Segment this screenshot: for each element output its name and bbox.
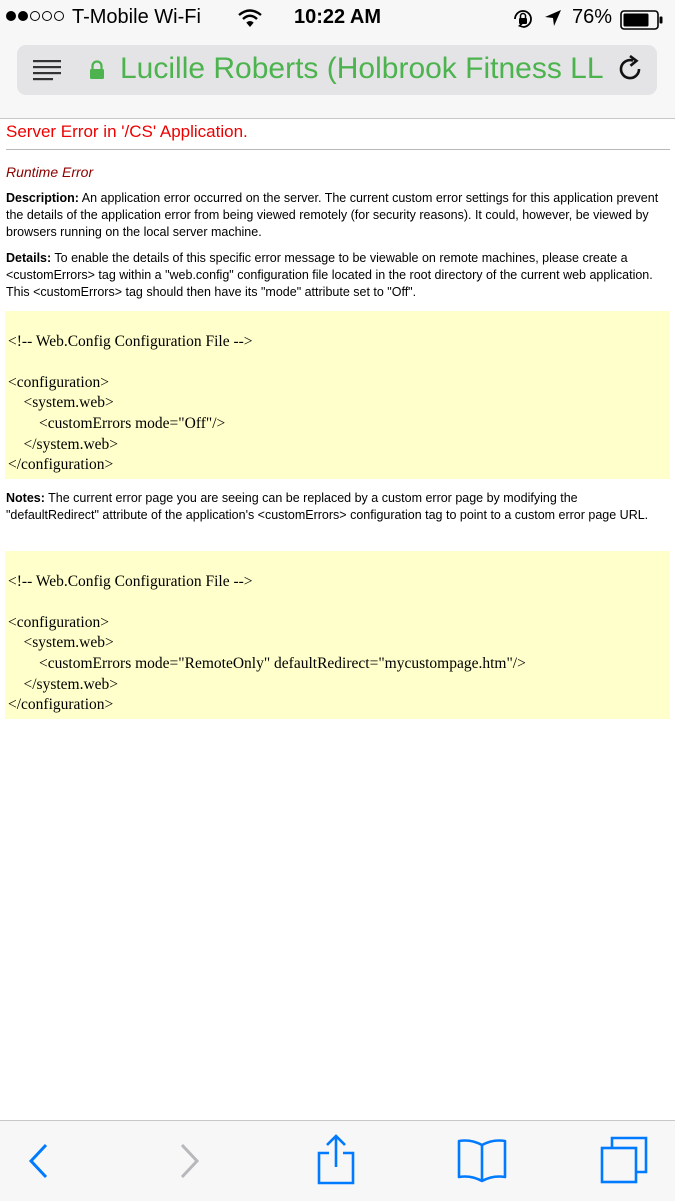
browser-chrome xyxy=(0,38,675,119)
error-title: Server Error in '/CS' Application. xyxy=(6,122,248,141)
code-line xyxy=(8,311,670,332)
description-label: Description: xyxy=(6,191,79,205)
code-line: <system.web> xyxy=(8,394,114,412)
notes-label: Notes: xyxy=(6,491,45,505)
details-paragraph xyxy=(6,250,666,301)
description-text: An application error occurred on the server. The current custom error settings for this application prevent the details of the application error from being viewed remotely (for security reasons). It could, however, be viewed by browsers running on the local server machine. xyxy=(6,191,659,239)
code-line: <configuration> xyxy=(8,373,109,391)
battery-percent: 76% xyxy=(572,6,613,28)
code-line: </configuration> xyxy=(8,456,114,474)
code-line: </system.web> xyxy=(8,435,119,453)
reload-icon[interactable] xyxy=(617,55,645,85)
clock: 10:22 AM xyxy=(293,6,382,28)
code-line: </configuration> xyxy=(8,696,114,714)
notes-paragraph xyxy=(6,490,666,524)
back-icon[interactable] xyxy=(22,1141,56,1181)
rotation-lock-icon xyxy=(512,8,534,30)
code-block-web-config-off xyxy=(5,311,670,479)
code-line: <!-- Web.Config Configuration File --> xyxy=(8,572,253,590)
code-line: <!-- Web.Config Configuration File --> xyxy=(8,332,253,350)
error-subtitle: Runtime Error xyxy=(6,164,94,180)
code-line: <configuration> xyxy=(8,613,109,631)
description-paragraph xyxy=(6,190,666,241)
details-text: To enable the details of this specific error message to be viewable on remote machines, please create a <customErrors> tag within a "web.config" configuration file located in the root directory of the current web application. This <customErrors> tag should then have its "mode" attribute set to "Off". xyxy=(6,251,653,299)
forward-icon[interactable] xyxy=(172,1141,206,1181)
divider xyxy=(6,149,670,150)
tabs-icon[interactable] xyxy=(598,1135,650,1187)
bottom-toolbar xyxy=(0,1120,675,1201)
location-arrow-icon xyxy=(543,8,563,28)
share-icon[interactable] xyxy=(316,1133,356,1185)
code-line: <customErrors mode="Off"/> xyxy=(8,414,226,432)
code-line xyxy=(8,551,670,572)
bookmarks-icon[interactable] xyxy=(456,1137,508,1183)
reader-icon[interactable] xyxy=(33,59,63,81)
url-text[interactable]: Lucille Roberts (Holbrook Fitness LL xyxy=(120,52,604,85)
code-line xyxy=(8,592,670,613)
lock-icon xyxy=(89,60,105,80)
code-line xyxy=(8,352,670,373)
code-line: <customErrors mode="RemoteOnly" defaultRedirect="mycustompage.htm"/> xyxy=(8,654,526,672)
notes-text: The current error page you are seeing can be replaced by a custom error page by modifying the "defaultRedirect" attribute of the application's <customErrors> configuration tag to point to a custom error page URL. xyxy=(6,491,649,522)
carrier-label: T-Mobile Wi-Fi xyxy=(72,6,201,28)
battery-icon xyxy=(620,10,664,30)
code-block-web-config-remoteonly xyxy=(5,551,670,719)
code-line: <system.web> xyxy=(8,634,114,652)
code-line: </system.web> xyxy=(8,675,119,693)
details-label: Details: xyxy=(6,251,52,265)
status-bar xyxy=(0,0,675,38)
address-bar[interactable] xyxy=(17,45,657,95)
